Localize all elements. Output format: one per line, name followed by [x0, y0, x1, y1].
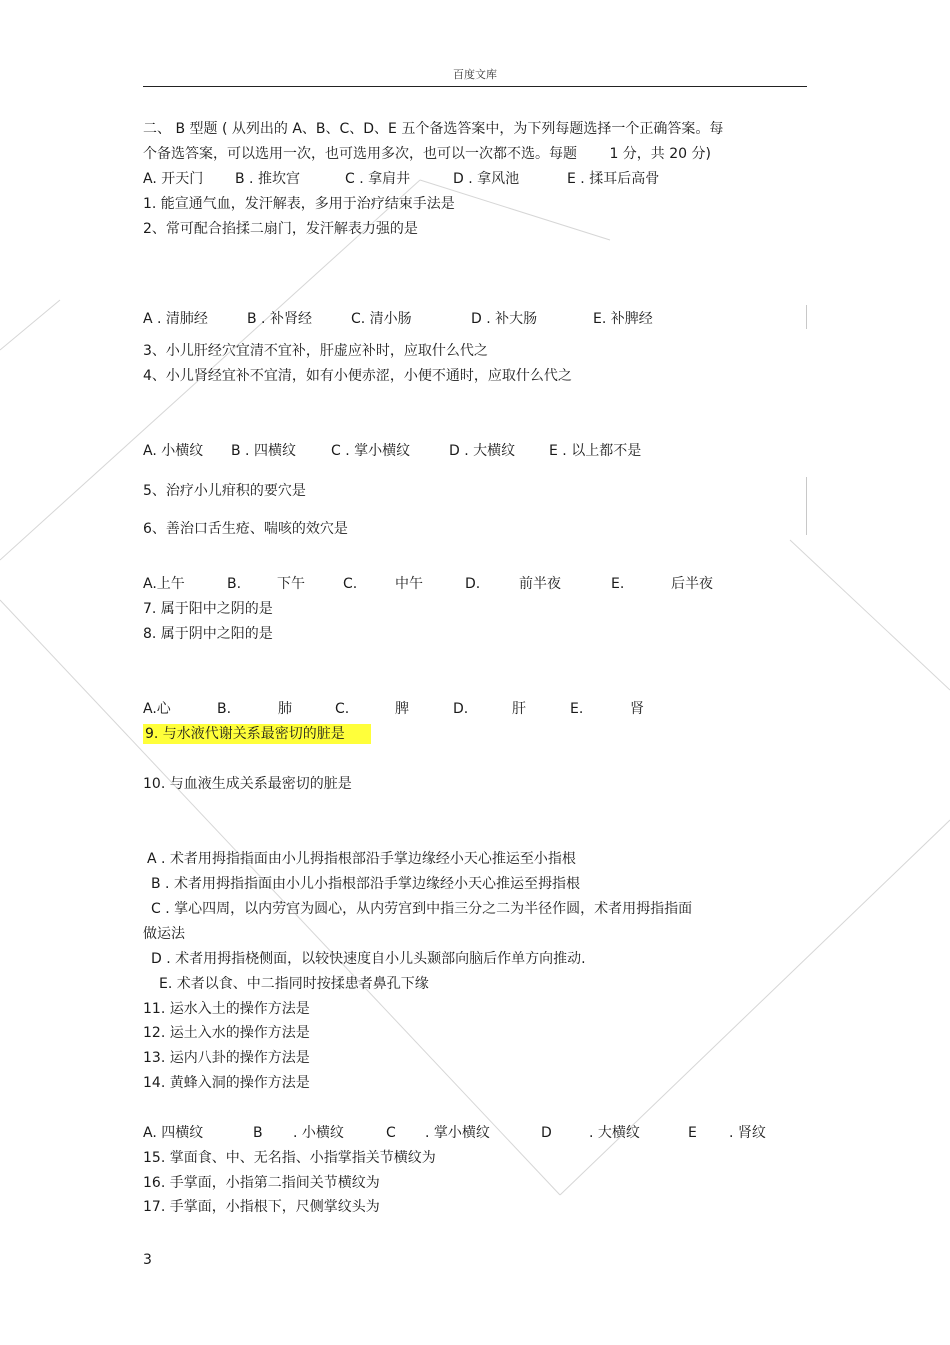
option-b-text: 下午 [277, 576, 305, 592]
question-3: 3、小儿肝经穴宜清不宜补，肝虚应补时，应取什么代之 [143, 343, 488, 359]
option-e-text: . 肾纹 [729, 1125, 766, 1141]
question-11: 11. 运水入土的操作方法是 [143, 1001, 310, 1017]
question-16: 16. 手掌面，小指第二指间关节横纹为 [143, 1175, 380, 1191]
option-a: A . 术者用拇指指面由小儿拇指根部沿手掌边缘经小天心推运至小指根 [147, 851, 576, 867]
option-b-text: 肺 [278, 701, 292, 717]
option-a: A. 四横纹 [143, 1125, 204, 1141]
option-b-letter: B. [217, 701, 232, 717]
option-e: E . 以上都不是 [549, 443, 642, 459]
option-d-text: . 大横纹 [589, 1125, 640, 1141]
option-c-text: 脾 [395, 701, 409, 717]
option-b-letter: B. [227, 576, 242, 592]
option-c-text: . 掌小横纹 [425, 1125, 490, 1141]
option-c-letter: C [386, 1125, 396, 1141]
option-c: C . 拿肩井 [345, 171, 411, 187]
option-e-text: 后半夜 [671, 576, 713, 592]
question-1: 1. 能宣通气血，发汗解表，多用于治疗结束手法是 [143, 196, 455, 212]
question-5: 5、治疗小儿疳积的要穴是 [143, 483, 306, 499]
highlighted-question: 9. 与水液代谢关系最密切的脏是 [143, 724, 371, 744]
option-c: C. 清小肠 [351, 311, 412, 327]
question-17: 17. 手掌面，小指根下，尺侧掌纹头为 [143, 1199, 380, 1215]
option-c: C . 掌心四周，以内劳宫为圆心，从内劳宫到中指三分之二为半径作圆，术者用拇指指面 [151, 901, 693, 917]
scan-line [806, 477, 807, 535]
option-d-letter: D. [465, 576, 481, 592]
option-d-letter: D. [453, 701, 469, 717]
option-c-letter: C. [335, 701, 350, 717]
option-b: B . 四横纹 [231, 443, 296, 459]
page-number: 3 [143, 1252, 152, 1268]
question-14: 14. 黄蜂入洞的操作方法是 [143, 1075, 310, 1091]
option-e: E . 揉耳后高骨 [567, 171, 660, 187]
option-e: E. 术者以食、中二指同时按揉患者鼻孔下缘 [159, 976, 429, 992]
option-d: D . 术者用拇指桡侧面，以较快速度自小儿头颞部向脑后作单方向推动. [151, 951, 586, 967]
page-header: 百度文库 [453, 68, 497, 81]
question-12: 12. 运土入水的操作方法是 [143, 1025, 310, 1041]
option-c-continued: 做运法 [143, 926, 185, 942]
question-10: 10. 与血液生成关系最密切的脏是 [143, 776, 352, 792]
option-a: A.上午 [143, 576, 185, 592]
question-2: 2、常可配合掐揉二扇门，发汗解表力强的是 [143, 221, 418, 237]
question-13: 13. 运内八卦的操作方法是 [143, 1050, 310, 1066]
question-7: 7. 属于阳中之阴的是 [143, 601, 273, 617]
option-e-letter: E. [570, 701, 584, 717]
option-d: D . 拿风池 [453, 171, 520, 187]
question-6: 6、善治口舌生疮、喘咳的效穴是 [143, 521, 348, 537]
section-title-line-2: 个备选答案，可以选用一次，也可选用多次，也可以一次都不选。每题 1 分，共 20 分) [143, 146, 711, 162]
scan-line [806, 305, 807, 329]
question-9 [143, 725, 371, 743]
option-e-letter: E [688, 1125, 697, 1141]
option-e-letter: E. [611, 576, 625, 592]
option-d: D . 大横纹 [449, 443, 516, 459]
option-e-text: 肾 [630, 701, 644, 717]
question-15: 15. 掌面食、中、无名指、小指掌指关节横纹为 [143, 1150, 436, 1166]
option-c: C . 掌小横纹 [331, 443, 411, 459]
option-c-letter: C. [343, 576, 358, 592]
option-b: B . 推坎宫 [235, 171, 300, 187]
option-a: A.心 [143, 701, 171, 717]
header-divider [143, 86, 807, 87]
option-a: A . 清肺经 [143, 311, 208, 327]
option-a: A. 小横纹 [143, 443, 204, 459]
option-b-text: . 小横纹 [293, 1125, 344, 1141]
question-8: 8. 属于阴中之阳的是 [143, 626, 273, 642]
option-d-text: 前半夜 [519, 576, 561, 592]
option-a: A. 开天门 [143, 171, 204, 187]
option-d: D . 补大肠 [471, 311, 538, 327]
option-e: E. 补脾经 [593, 311, 653, 327]
option-d-text: 肝 [512, 701, 526, 717]
question-4: 4、小儿肾经宜补不宜清，如有小便赤涩，小便不通时，应取什么代之 [143, 368, 572, 384]
option-d-letter: D [541, 1125, 552, 1141]
option-b-letter: B [253, 1125, 263, 1141]
section-title-line-1: 二、 B 型题 ( 从列出的 A、B、C、D、E 五个备选答案中，为下列每题选择一个正确答案。每 [143, 121, 724, 137]
option-b: B . 补肾经 [247, 311, 312, 327]
option-b: B . 术者用拇指指面由小儿小指根部沿手掌边缘经小天心推运至拇指根 [151, 876, 580, 892]
option-c-text: 中午 [395, 576, 423, 592]
